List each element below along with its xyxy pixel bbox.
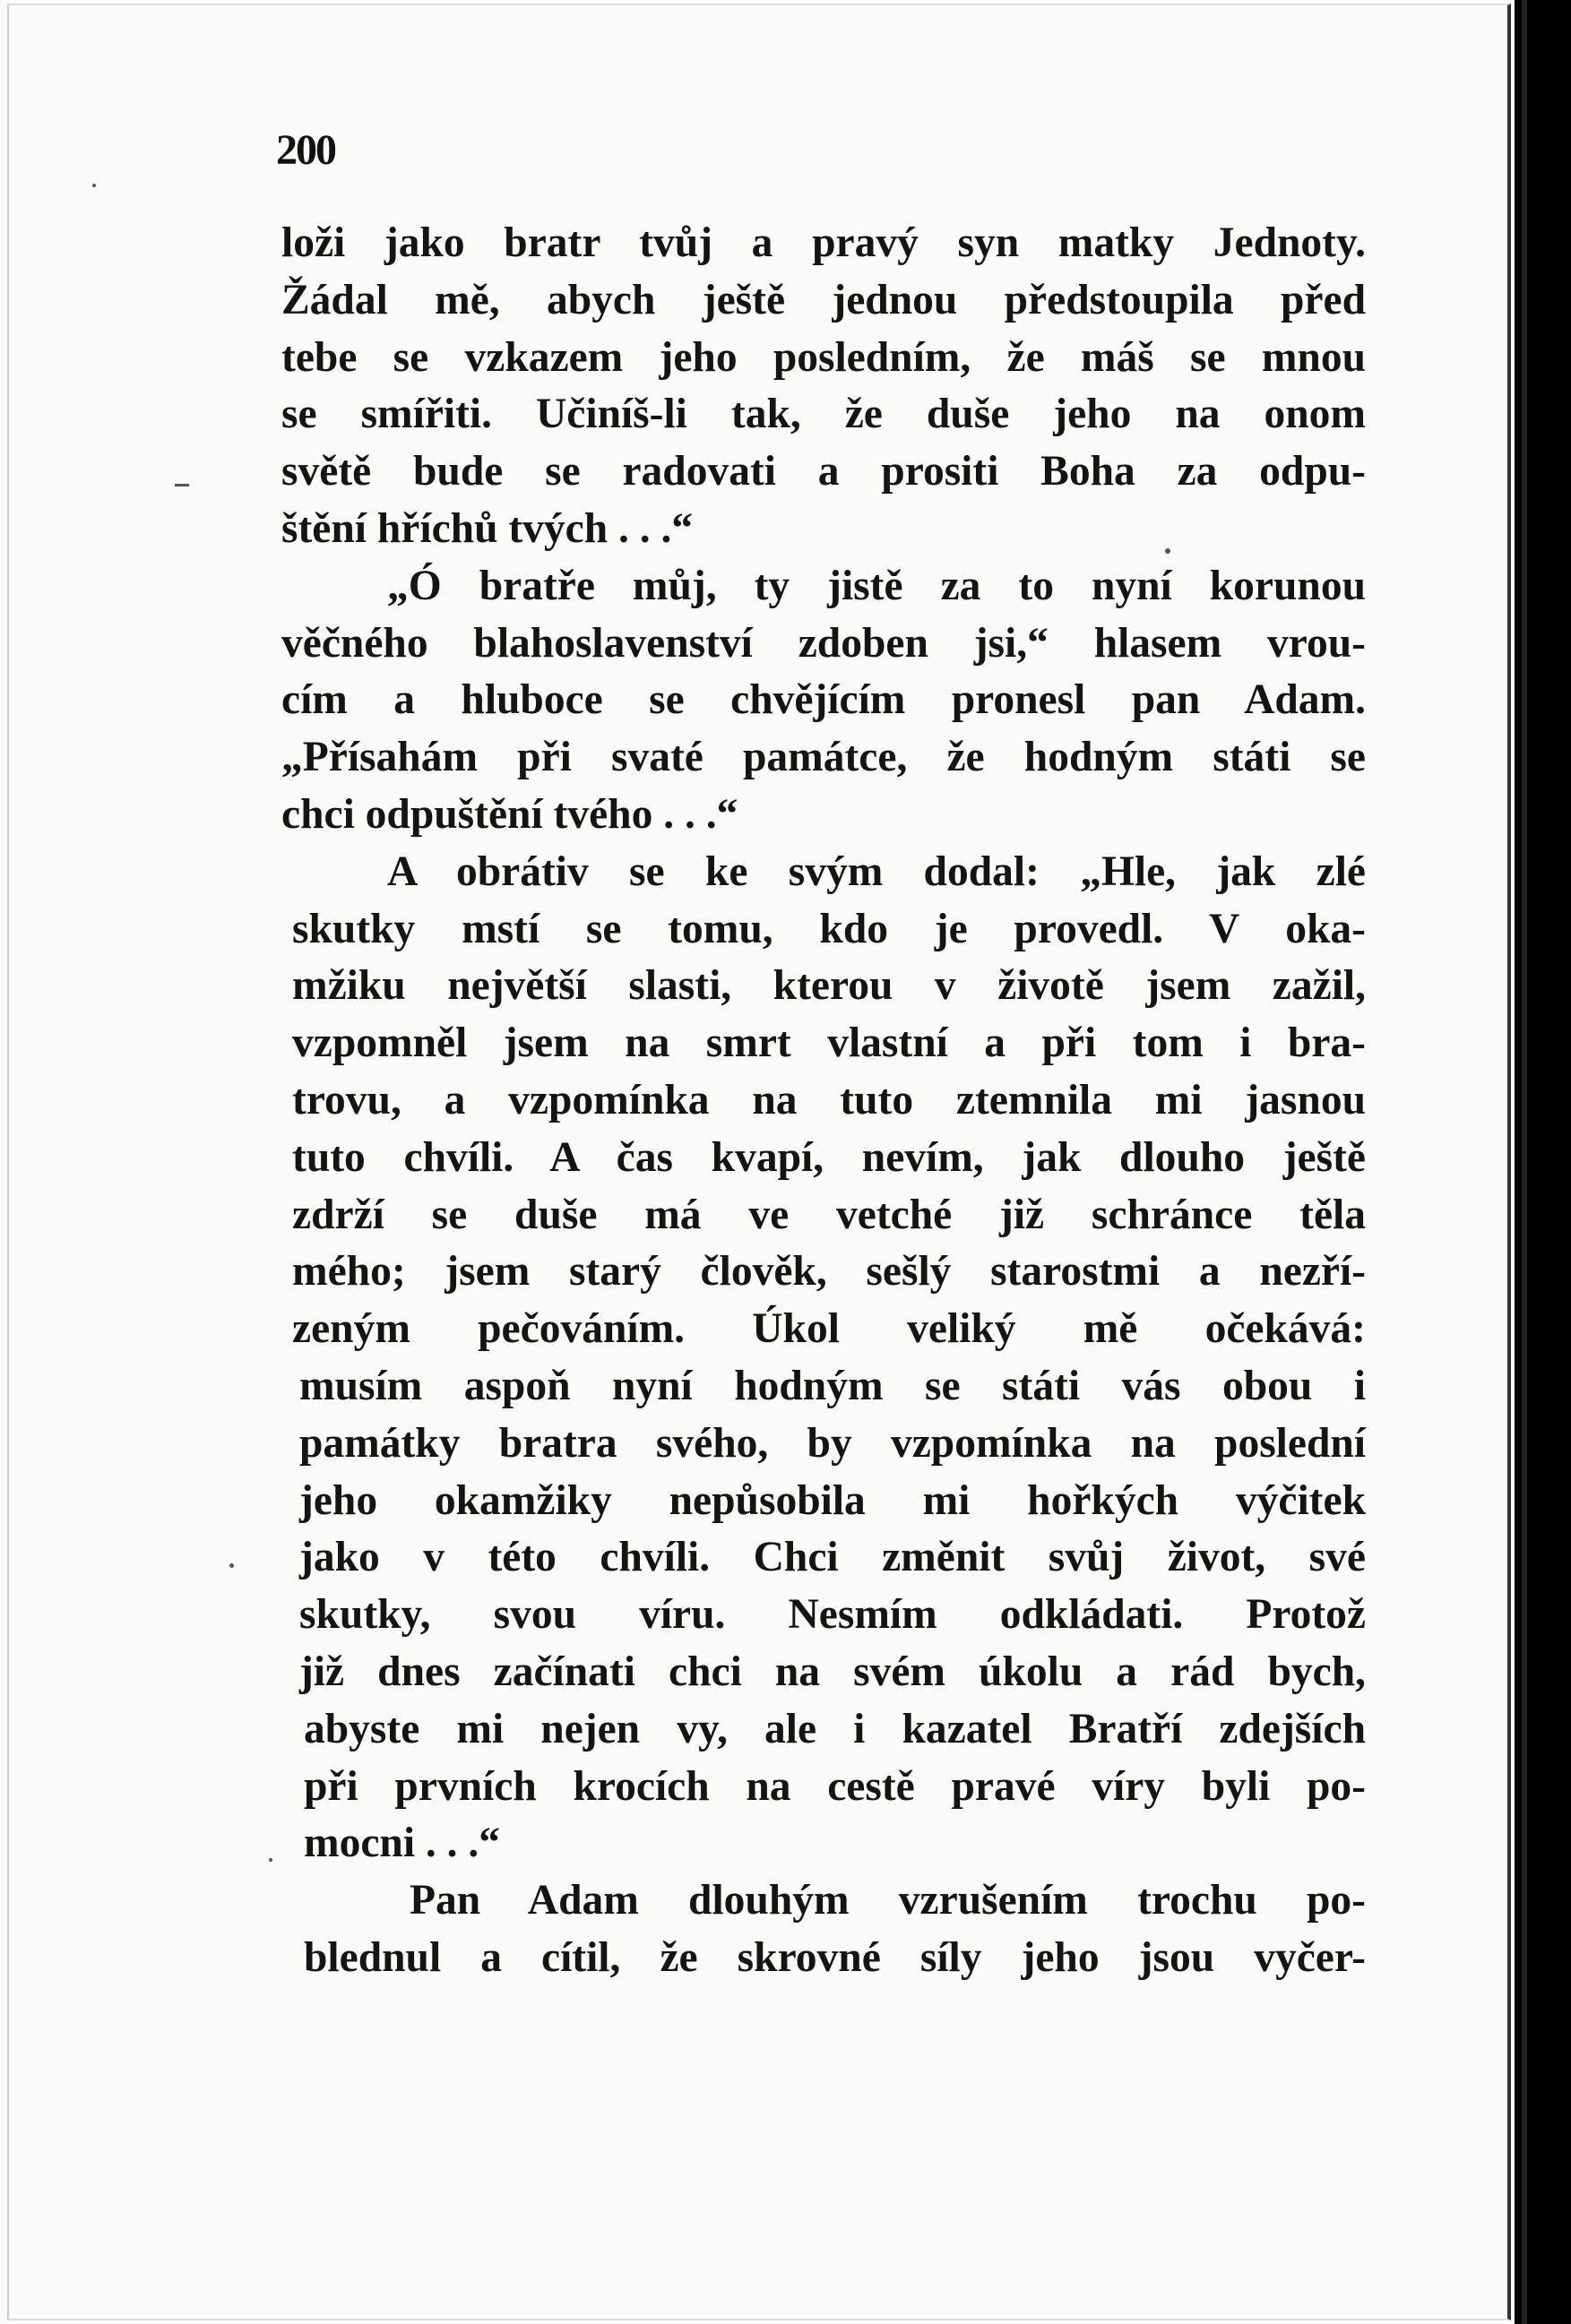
text-line: „Přísahám při svaté památce, že hodným státi se	[281, 734, 1366, 781]
margin-speck	[92, 184, 96, 187]
text-line: štění hříchů tvých . . .“	[281, 504, 694, 552]
text-line: mého; jsem starý člověk, sešlý starostmi a nezří-	[292, 1248, 1366, 1295]
text-line: světě bude se radovati a prositi Boha za odpu-	[281, 448, 1366, 495]
margin-dash-mark	[175, 484, 189, 486]
text-line: již dnes začínati chci na svém úkolu a rád bych,	[299, 1648, 1366, 1695]
text-line: loži jako bratr tvůj a pravý syn matky Jednoty.	[281, 219, 1366, 266]
text-line: „Ó bratře můj, ty jistě za to nyní korunou	[387, 562, 1366, 609]
margin-speck	[229, 1563, 234, 1568]
text-line: mžiku největší slasti, kterou v životě jsem zažil,	[292, 962, 1366, 1010]
text-line: jako v této chvíli. Chci změnit svůj život, své	[299, 1534, 1366, 1581]
text-line: se smířiti. Učiníš-li tak, že duše jeho na onom	[281, 391, 1366, 438]
scan-edge-shadow	[1522, 0, 1527, 2324]
body-text	[281, 215, 1366, 1987]
text-line: věčného blahoslavenství zdoben jsi,“ hlasem vrou-	[281, 619, 1366, 667]
text-line: chci odpuštění tvého . . .“	[281, 790, 738, 838]
text-line: tuto chvíli. A čas kvapí, nevím, jak dlouho ještě	[292, 1133, 1366, 1181]
text-line: zeným pečováním. Úkol veliký mě očekává:	[292, 1305, 1366, 1353]
text-line: Žádal mě, abych ještě jednou předstoupila před	[281, 276, 1366, 323]
text-line: památky bratra svého, by vzpomínka na poslední	[299, 1419, 1366, 1467]
text-line: tebe se vzkazem jeho posledním, že máš se mnou	[281, 333, 1366, 381]
text-line: jeho okamžiky nepůsobila mi hořkých výčitek	[299, 1476, 1366, 1524]
text-line: abyste mi nejen vy, ale i kazatel Bratří zdejších	[304, 1705, 1366, 1752]
text-line: mocni . . .“	[304, 1820, 501, 1867]
text-line: A obrátiv se ke svým dodal: „Hle, jak zlé	[387, 848, 1366, 895]
text-line: Pan Adam dlouhým vzrušením trochu po-	[410, 1877, 1366, 1924]
text-line: skutky mstí se tomu, kdo je provedl. V oka-	[292, 905, 1366, 952]
text-line: při prvních krocích na cestě pravé víry byli po-	[304, 1762, 1366, 1810]
text-line: trovu, a vzpomínka na tuto ztemnila mi jasnou	[292, 1076, 1366, 1123]
text-line: musím aspoň nyní hodným se státi vás obou i	[299, 1362, 1366, 1409]
text-line: zdrží se duše má ve vetché již schránce těla	[292, 1191, 1366, 1238]
page-number: 200	[276, 126, 335, 174]
text-line: blednul a cítil, že skrovné síly jeho jsou vyčer-	[304, 1933, 1366, 1981]
text-line: vzpomněl jsem na smrt vlastní a při tom i bra-	[292, 1020, 1366, 1067]
text-line: cím a hluboce se chvějícím pronesl pan Adam.	[281, 676, 1366, 724]
margin-speck	[269, 1858, 272, 1862]
text-line: skutky, svou víru. Nesmím odkládati. Protož	[299, 1591, 1366, 1639]
